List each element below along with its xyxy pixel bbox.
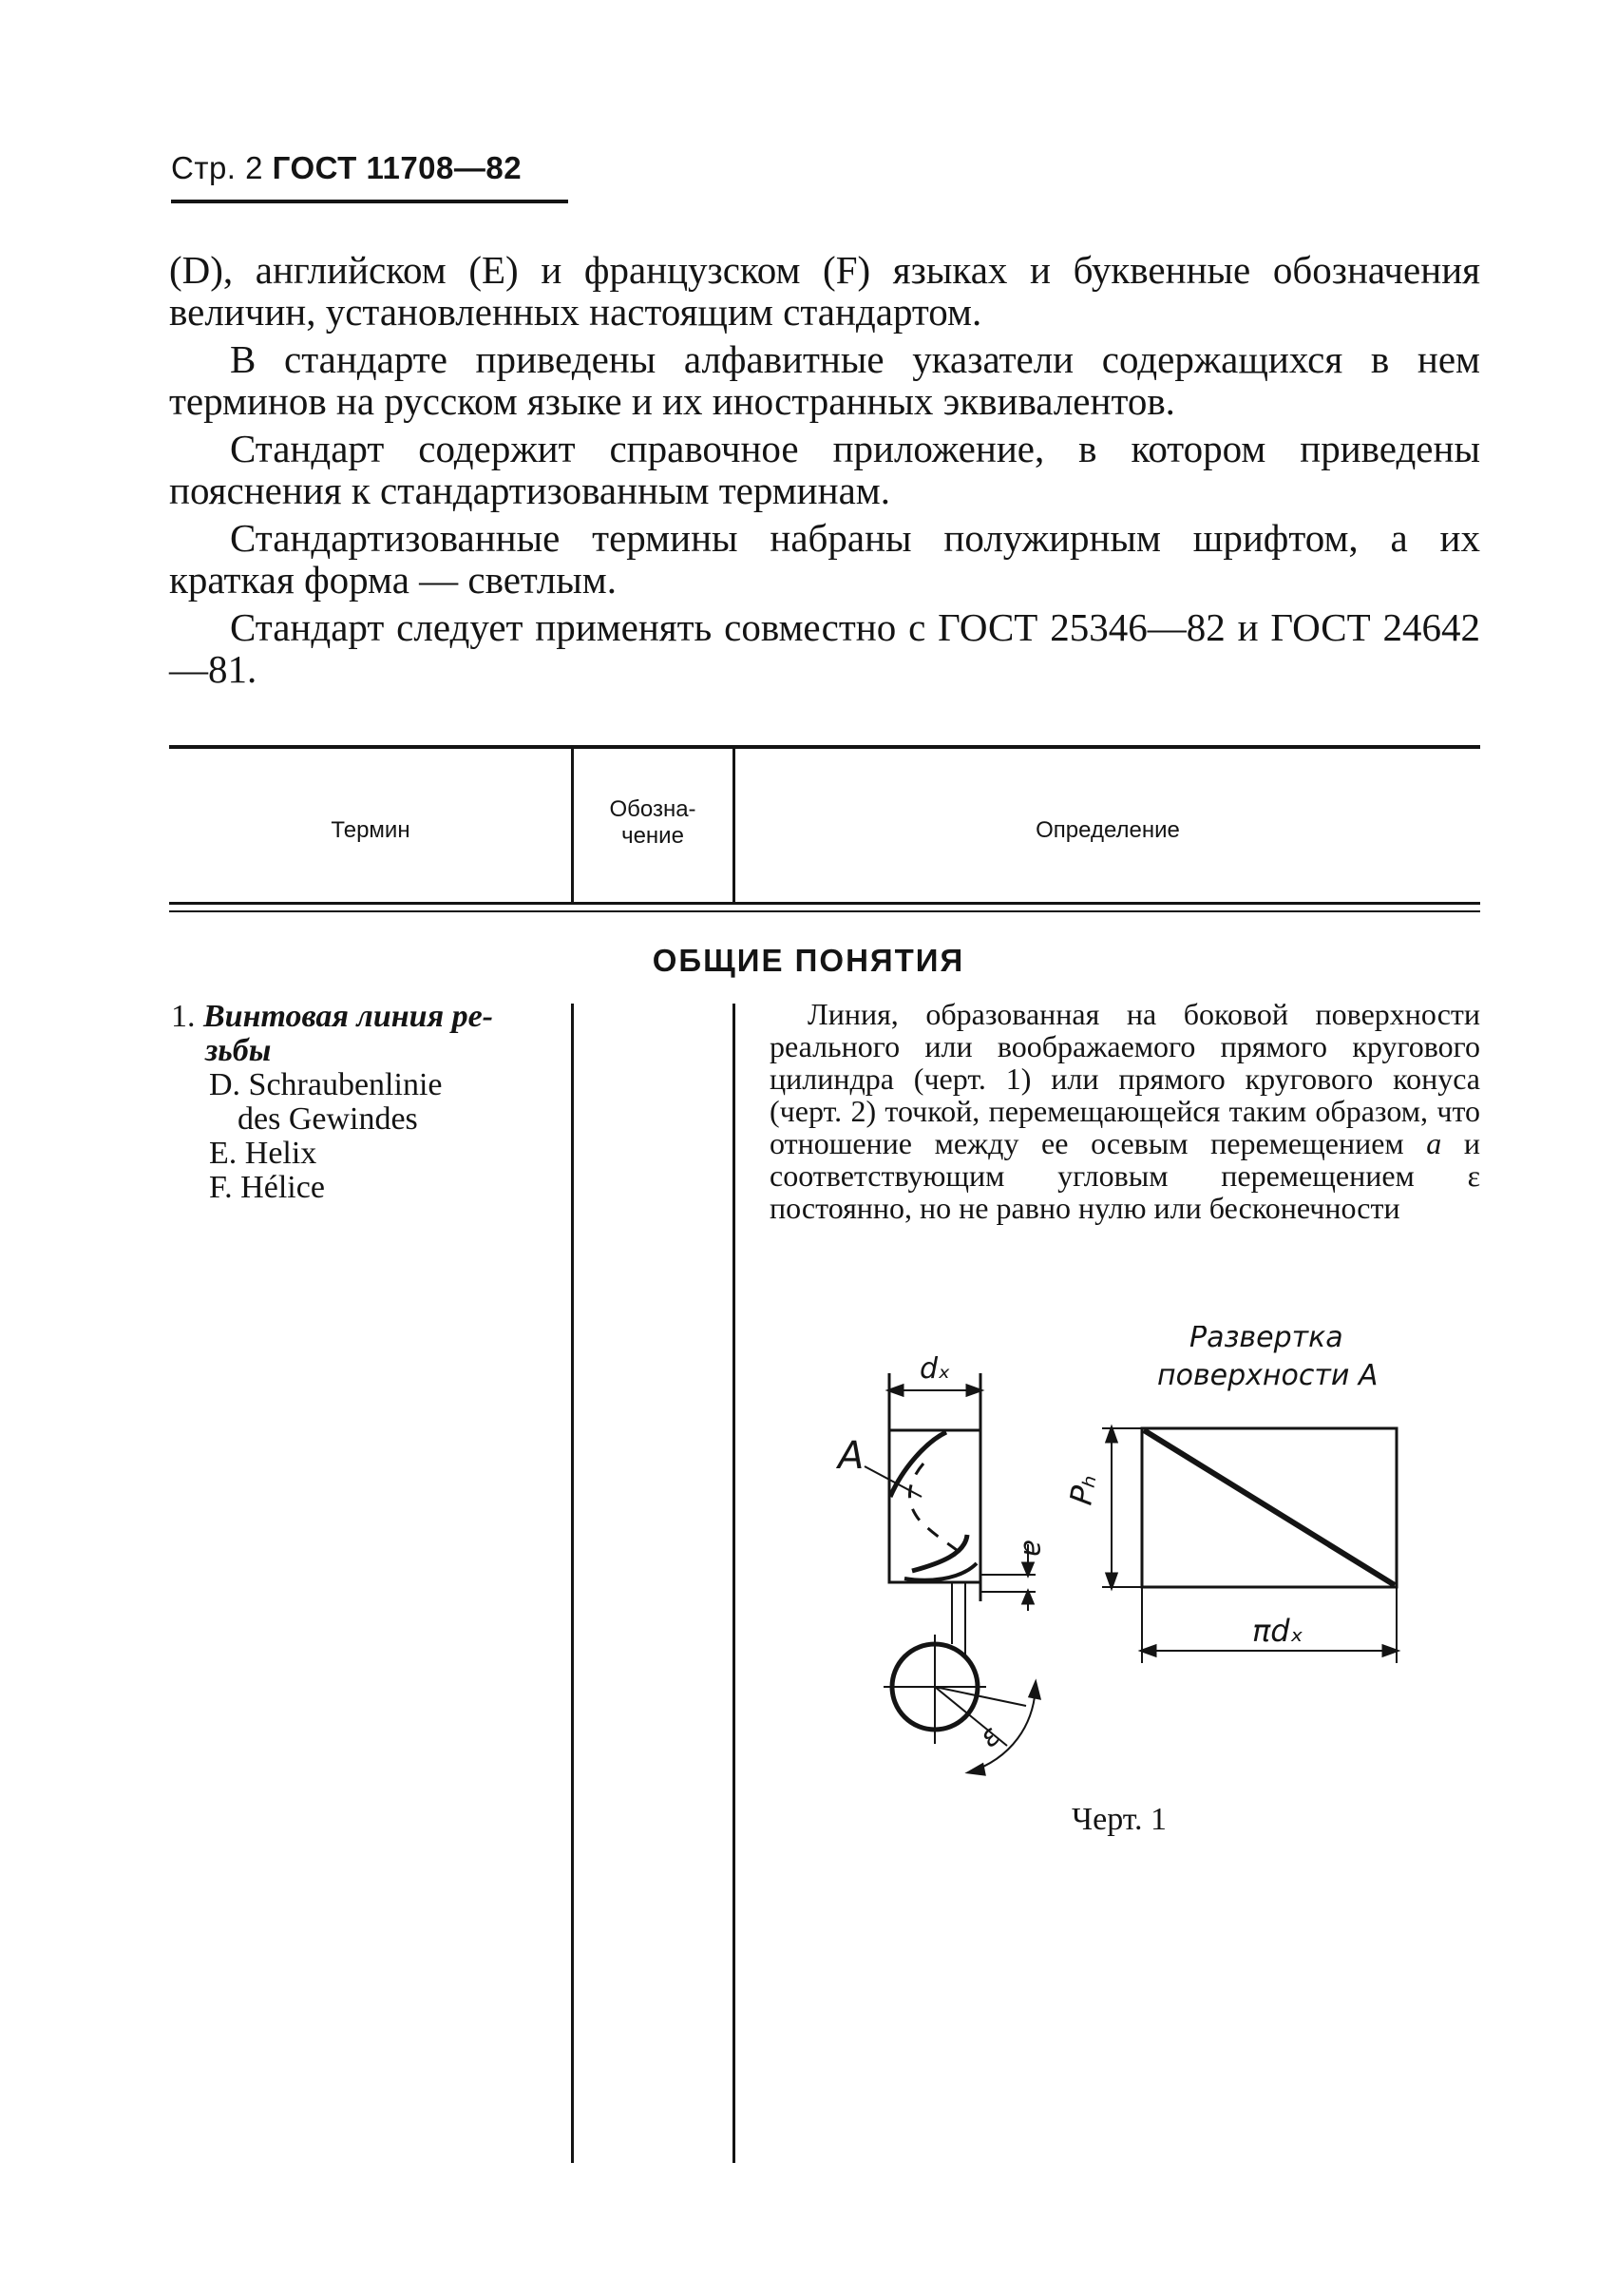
term-title: Винтовая линия ре-: [203, 999, 494, 1034]
term-number: 1.: [171, 999, 196, 1034]
column-divider: [571, 1004, 574, 2163]
column-divider: [732, 1004, 735, 2163]
header-symbol-line: чение: [621, 823, 684, 849]
header-definition: Определение: [1036, 817, 1180, 843]
term-entry: [171, 1000, 570, 1205]
term-german: D. Schraubenlinie: [209, 1067, 443, 1102]
intro-paragraph: Стандарт следует применять совместно с ГОСТ 25346—82 и ГОСТ 24642—81.: [169, 605, 1480, 691]
a-label: a: [1017, 1540, 1050, 1558]
term-title-cont: зьбы: [205, 1033, 272, 1068]
figure-caption: Черт. 1: [1072, 1802, 1168, 1837]
pidx-label: πdₓ: [1252, 1613, 1303, 1649]
page-number: Стр. 2: [171, 150, 263, 185]
table-header-rule: [169, 910, 1480, 912]
definition-text: и соответствующим угловым перемещением ε постоянно, но не равно нулю или бесконечности: [770, 1126, 1480, 1225]
header-term: Термин: [331, 817, 410, 843]
ph-label: Pₕ: [1062, 1471, 1104, 1508]
term-definition: [770, 998, 1480, 1224]
helix-development-line: [1144, 1430, 1395, 1585]
term-french: F. Hélice: [209, 1170, 325, 1205]
term-title-line: [171, 1000, 570, 1034]
intro-paragraph: В стандарте приведены алфавитные указатели содержащихся в нем терминов на русском языке и их иностранных эквивалентов.: [169, 337, 1480, 423]
header-rule: [171, 200, 568, 203]
definition-variable: a: [1426, 1126, 1442, 1160]
table-header-rule: [169, 902, 1480, 905]
intro-text: [169, 249, 1480, 696]
cylinder-outline: [889, 1430, 980, 1582]
dx-label: dₓ: [920, 1352, 951, 1386]
header-symbol-line: Обозна-: [609, 796, 696, 822]
table-top-rule: [169, 745, 1480, 749]
definition-text: Линия, образованная на боковой поверхности реального или воображаемого прямого кругового цилиндра (черт. 1) или прямого кругового конуса (черт. 2) точкой, перемещающейся таким образом, что отношение между ее осевым перемещением: [770, 997, 1480, 1160]
header-symbol: [574, 796, 732, 850]
helix-drawing: [817, 1326, 1425, 1801]
epsilon-label: ε: [973, 1718, 1007, 1755]
development-label: Развертка: [1189, 1326, 1343, 1354]
intro-paragraph: Стандарт содержит справочное приложение, в котором приведены пояснения к стандартизованным терминам.: [169, 427, 1480, 512]
term-english: E. Helix: [209, 1136, 317, 1171]
surface-label: A: [838, 1434, 865, 1478]
development-label: поверхности A: [1157, 1359, 1379, 1392]
intro-paragraph: (D), английском (E) и французском (F) языках и буквенные обозначения величин, установленных настоящим стандартом.: [169, 248, 1480, 334]
standard-code: ГОСТ 11708—82: [272, 150, 523, 185]
page-header: [171, 150, 522, 186]
section-title: ОБЩИЕ ПОНЯТИЯ: [652, 943, 965, 978]
term-german-cont: des Gewindes: [238, 1101, 418, 1137]
intro-paragraph: Стандартизованные термины набраны полужирным шрифтом, а их краткая форма — светлым.: [169, 516, 1480, 602]
